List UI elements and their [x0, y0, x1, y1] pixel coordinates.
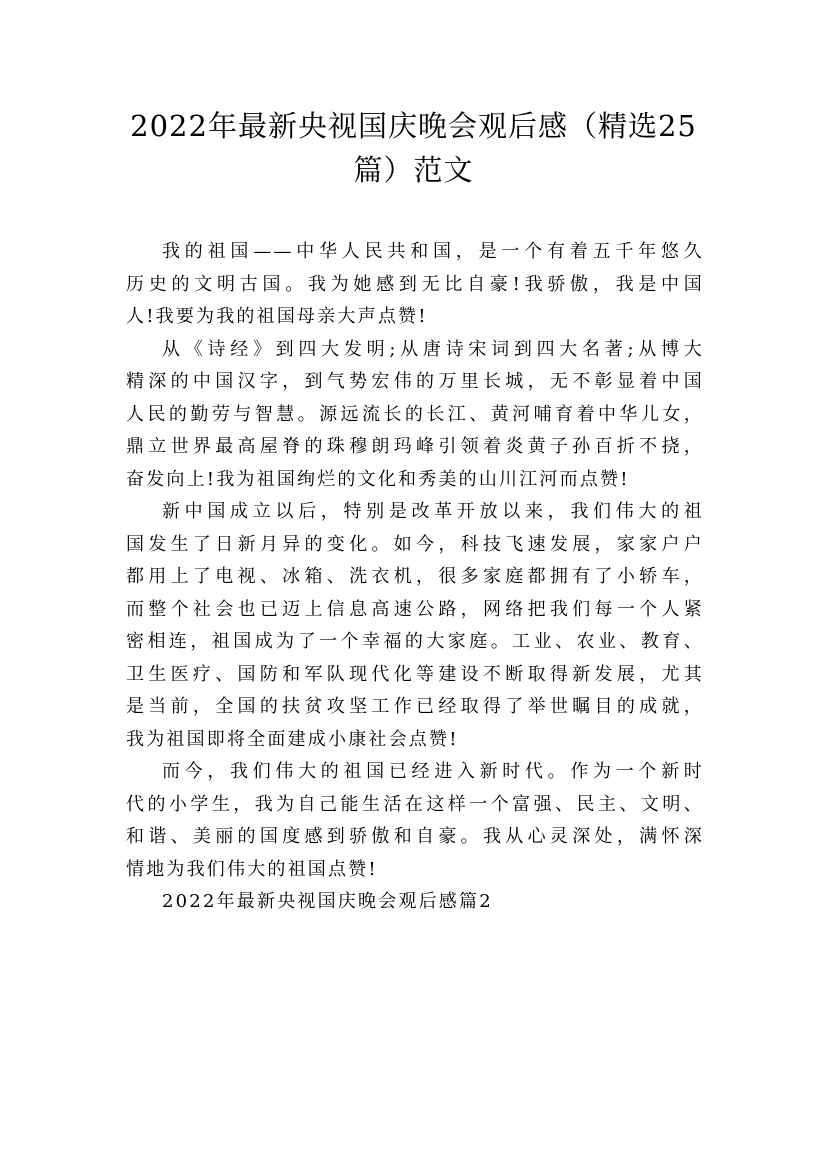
paragraph-line: 我为祖国即将全面建成小康社会点赞!	[126, 728, 459, 750]
paragraph-line: 代的小学生，我为自己能生活在这样一个富强、民主、文明、	[126, 793, 704, 815]
paragraph-4	[126, 756, 704, 886]
paragraph-3	[126, 496, 704, 756]
title-line-2: 篇）范文	[353, 153, 474, 187]
document-title	[100, 104, 727, 192]
paragraph-line: 人!我要为我的祖国母亲大声点赞!	[126, 306, 428, 327]
paragraph-1	[126, 236, 704, 334]
paragraph-line: 历史的文明古国。我为她感到无比自豪!我骄傲，我是中国	[126, 273, 704, 295]
paragraph-line: 而整个社会也已迈上信息高速公路，网络把我们每一个人紧	[126, 598, 704, 620]
title-line-1: 2022年最新央视国庆晚会观后感（精选25	[130, 109, 697, 143]
paragraph-2	[126, 334, 704, 497]
paragraph-line: 密相连，祖国成为了一个幸福的大家庭。工业、农业、教育、	[126, 631, 704, 652]
paragraph-line: 我的祖国——中华人民共和国，是一个有着五千年悠久	[162, 241, 704, 262]
paragraph-line: 和谐、美丽的国度感到骄傲和自豪。我从心灵深处，满怀深	[126, 826, 704, 847]
paragraph-line: 卫生医疗、国防和军队现代化等建设不断取得新发展，尤其	[126, 663, 704, 685]
paragraph-line: 精深的中国汉字，到气势宏伟的万里长城，无不彰显着中国	[126, 371, 704, 392]
paragraph-line: 奋发向上!我为祖国绚烂的文化和秀美的山川江河而点赞!	[126, 468, 630, 490]
paragraph-line: 而今，我们伟大的祖国已经进入新时代。作为一个新时	[162, 761, 704, 782]
paragraph-line: 国发生了日新月异的变化。如今，科技飞速发展，家家户户	[126, 533, 704, 555]
paragraph-line: 鼎立世界最高屋脊的珠穆朗玛峰引领着炎黄子孙百折不挠，	[126, 436, 704, 457]
paragraph-line: 情地为我们伟大的祖国点赞!	[126, 858, 378, 880]
paragraph-line: 是当前，全国的扶贫攻坚工作已经取得了举世瞩目的成就，	[126, 696, 704, 717]
next-section-heading: 2022年最新央视国庆晚会观后感篇2	[162, 891, 493, 912]
paragraph-line: 从《诗经》到四大发明;从唐诗宋词到四大名著;从博大	[162, 338, 704, 360]
paragraph-line: 人民的勤劳与智慧。源远流长的长江、黄河哺育着中华儿女，	[126, 403, 704, 425]
paragraph-line: 新中国成立以后，特别是改革开放以来，我们伟大的祖	[162, 501, 704, 522]
document-body	[126, 236, 704, 919]
paragraph-line: 都用上了电视、冰箱、洗衣机，很多家庭都拥有了小轿车，	[126, 566, 704, 587]
